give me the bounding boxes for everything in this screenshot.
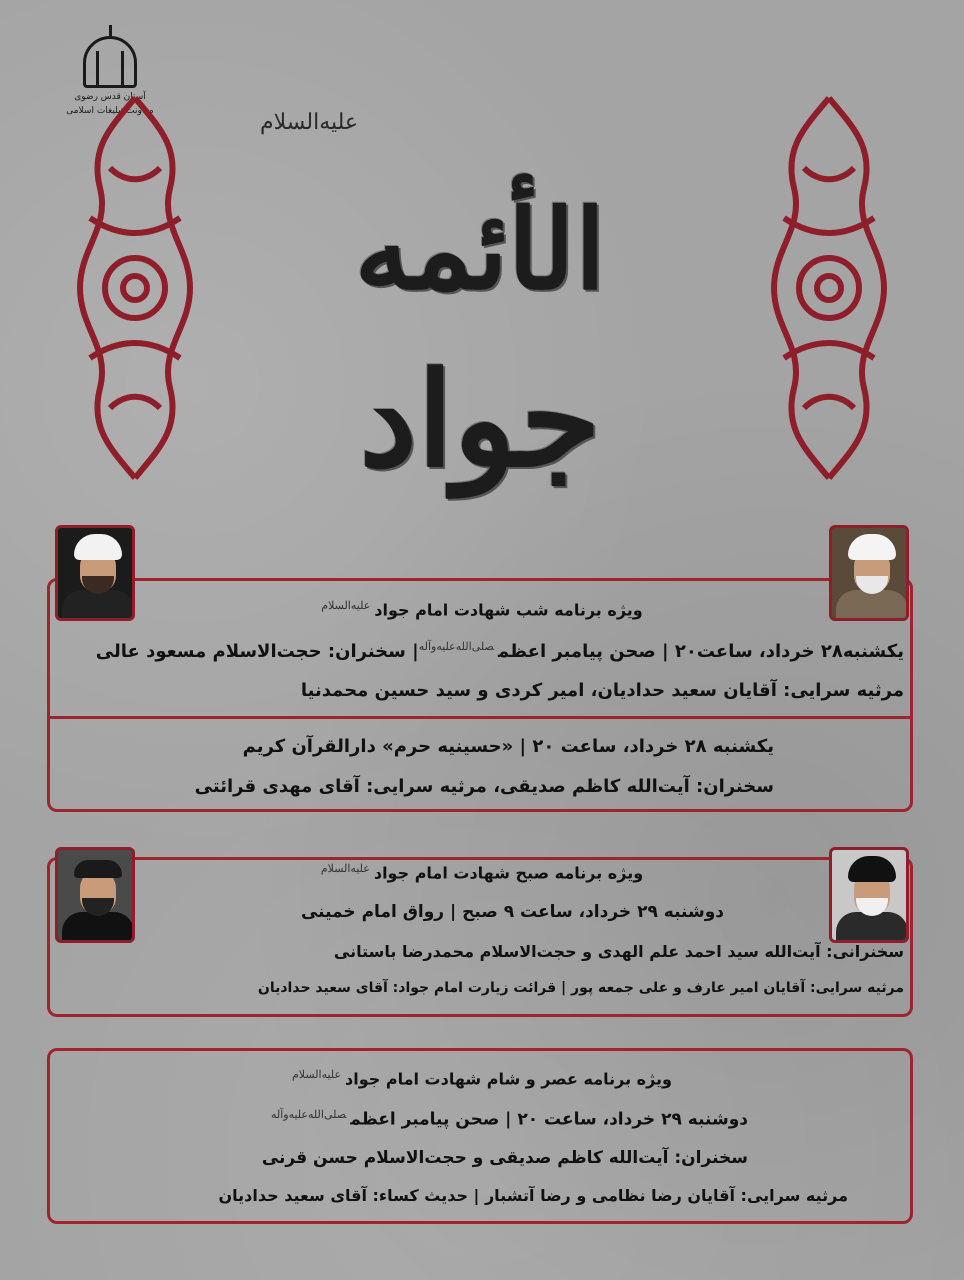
section1-line3: یکشنبه ۲۸ خرداد، ساعت ۲۰ | «حسینیه حرم» دارالقرآن کریم (242, 736, 774, 757)
logo-line2: معاونت تبلیغات اسلامی (66, 106, 154, 116)
speaker-photo-1 (55, 525, 135, 621)
section2-line1: دوشنبه ۲۹ خرداد، ساعت ۹ صبح | رواق امام خمینی (300, 902, 724, 922)
section2-line2: سخنرانی: آیت‌الله سید احمد علم الهدی و حجت‌الاسلام محمدرضا باستانی (333, 942, 904, 961)
calligraphy-title (250, 90, 710, 510)
speaker-photo-4 (829, 847, 909, 943)
title-line1: الأئمه (354, 185, 606, 314)
section3-line1: دوشنبه ۲۹ خرداد، ساعت ۲۰ | صحن پیامبر اعظم$^{صلی‌الله‌علیه‌وآله}$ (270, 1108, 748, 1130)
section1-line4: سخنران: آیت‌الله کاظم صدیقی، مرثیه سرایی: آقای مهدی قرائتی (194, 776, 774, 797)
logo-line1: آستان قدس رضوی (74, 92, 146, 102)
section3-heading: ویژه برنامه عصر و شام شهادت امام جواد$^{علیه‌السلام}$ (292, 1068, 672, 1089)
section1-heading: ویژه برنامه شب شهادت امام جواد$^{علیه‌السلام}$ (321, 599, 643, 620)
shrine-dome-icon (83, 36, 137, 88)
title-line2: جواد (359, 343, 601, 496)
speaker-photo-2 (829, 525, 909, 621)
section3-line3: مرثیه سرایی: آقایان رضا نظامی و رضا آتشبار | حدیث کساء: آقای سعید حدادیان (218, 1186, 848, 1205)
speaker-photo-3 (55, 847, 135, 943)
left-red-ornament-icon (70, 88, 200, 488)
title-salutation: علیه‌السلام (260, 110, 359, 135)
section1-line1: یکشنبه۲۸ خرداد، ساعت۲۰ | صحن پیامبر اعظم$^{صلی‌الله‌علیه‌وآله}$| سخنران: حجت‌الاسلام مسعود عالی (95, 640, 904, 662)
section2-line3: مرثیه سرایی: آقایان امیر عارف و علی جمعه پور | قرائت زیارت امام جواد: آقای سعید حدادیان (257, 980, 904, 996)
section3-line2: سخنران: آیت‌الله کاظم صدیقی و حجت‌الاسلام حسن قرنی (261, 1148, 748, 1168)
section1-divider (47, 716, 913, 719)
section1-line2: مرثیه سرایی: آقایان سعید حدادیان، امیر کردی و سید حسین محمدنیا (300, 680, 904, 701)
section2-heading: ویژه برنامه صبح شهادت امام جواد$^{علیه‌السلام}$ (320, 862, 644, 883)
right-red-ornament-icon (764, 88, 894, 488)
